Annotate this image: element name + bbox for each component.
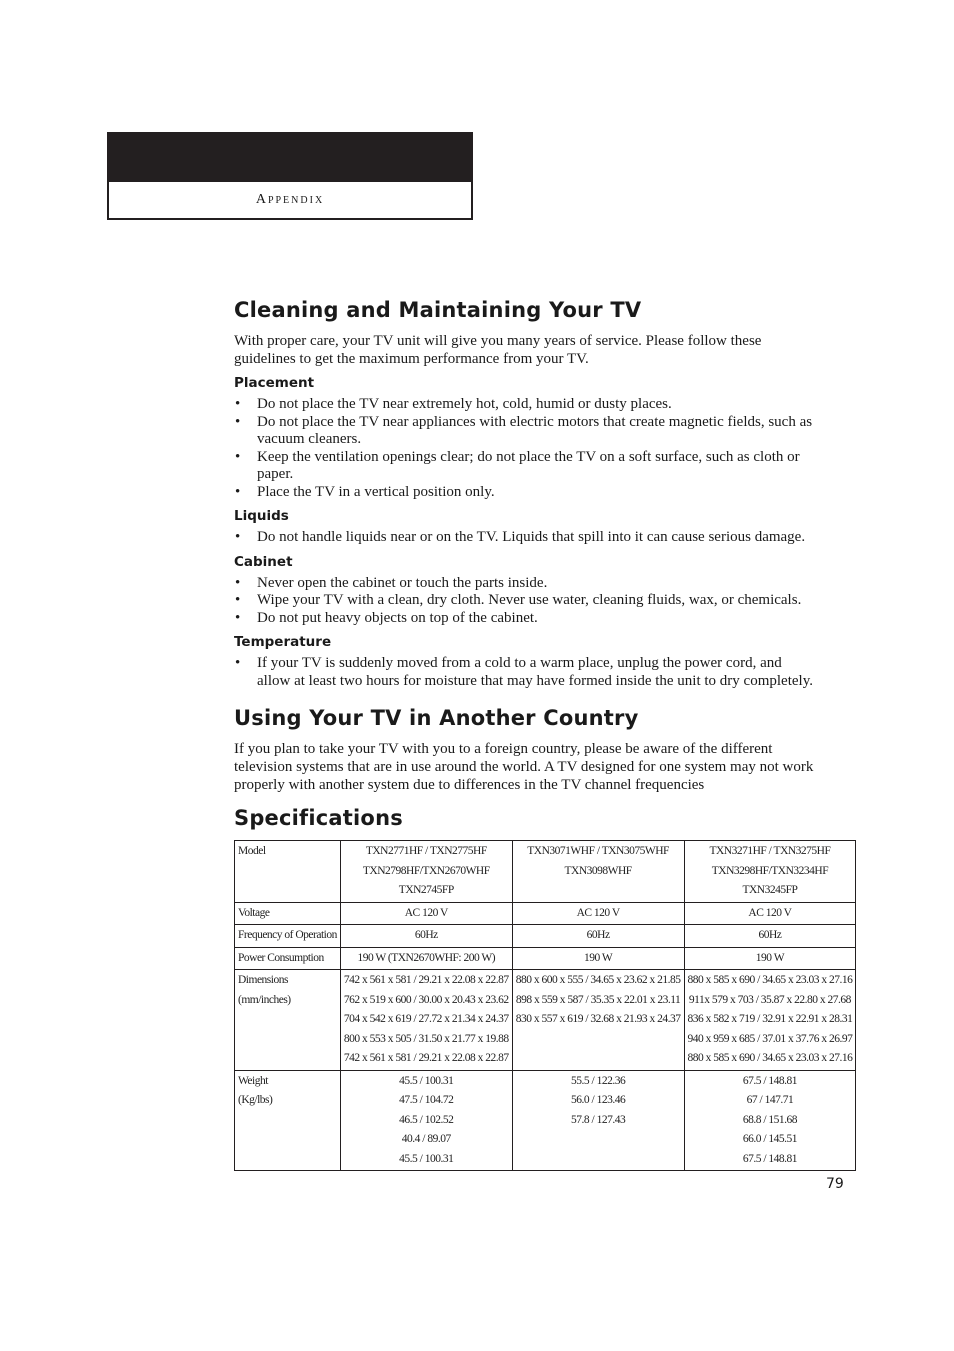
list-item: • Never open the cabinet or touch the parts inside. — [234, 575, 814, 593]
table-cell: AC 120 V — [340, 902, 512, 925]
table-cell: 60Hz — [512, 925, 684, 948]
row-label: Dimensions (mm/inches) — [235, 970, 341, 1071]
list-item: • Keep the ventilation openings clear; do not place the TV on a soft surface, such as cloth or paper. — [234, 449, 814, 484]
list-item: • Do not put heavy objects on top of the cabinet. — [234, 610, 814, 628]
cleaning-intro: With proper care, your TV unit will give you many years of service. Please follow these guidelines to get the maximum performance from your TV. — [234, 333, 762, 367]
table-cell: 55.5 / 122.36 56.0 / 123.46 57.8 / 127.43 — [512, 1070, 684, 1171]
table-row — [235, 947, 856, 970]
cleaning-title: Cleaning and Maintaining Your TV — [234, 298, 642, 322]
tab-label: Appendix — [255, 192, 325, 207]
table-cell: TXN3071WHF / TXN3075WHF TXN3098WHF — [512, 841, 684, 903]
row-label: Voltage — [235, 902, 341, 925]
row-label: Model — [235, 841, 341, 903]
temperature-list — [234, 655, 814, 690]
specs-title: Specifications — [234, 806, 403, 830]
table-row — [235, 1070, 856, 1171]
cabinet-list — [234, 575, 814, 628]
list-item: • If your TV is suddenly moved from a cold to a warm place, unplug the power cord, and allow at least two hours for moisture that may have formed inside the unit to dry completely. — [234, 655, 814, 690]
liquids-heading: Liquids — [234, 508, 289, 524]
row-label: Power Consumption — [235, 947, 341, 970]
temperature-heading: Temperature — [234, 634, 332, 650]
placement-list — [234, 396, 814, 501]
list-item: • Do not place the TV near extremely hot, cold, humid or dusty places. — [234, 396, 814, 414]
table-cell: 880 x 600 x 555 / 34.65 x 23.62 x 21.85 898 x 559 x 587 / 35.35 x 22.01 x 23.11 830 x 557 x 619 / 32.68 x 21.93 x 24.37 — [512, 970, 684, 1071]
list-item: • Do not place the TV near appliances with electric motors that create magnetic fields, such as vacuum cleaners. — [234, 414, 814, 449]
row-label: Frequency of Operation — [235, 925, 341, 948]
table-cell: 60Hz — [684, 925, 856, 948]
table-row — [235, 925, 856, 948]
page-content — [234, 296, 853, 1171]
country-body: If you plan to take your TV with you to a foreign country, please be aware of the different television systems that are in use around the world. A TV designed for one system may not work properly with another system due to differences in the TV channel frequencies — [234, 741, 814, 793]
table-cell: 190 W — [512, 947, 684, 970]
tab-label-box — [107, 182, 473, 220]
specifications-table — [234, 840, 856, 1171]
list-item: • Wipe your TV with a clean, dry cloth. Never use water, cleaning fluids, wax, or chemicals. — [234, 592, 814, 610]
placement-heading: Placement — [234, 375, 315, 391]
table-cell: 190 W (TXN2670WHF: 200 W) — [340, 947, 512, 970]
table-cell: AC 120 V — [684, 902, 856, 925]
table-cell: 190 W — [684, 947, 856, 970]
row-label: Weight (Kg/lbs) — [235, 1070, 341, 1171]
country-title: Using Your TV in Another Country — [234, 706, 639, 730]
table-cell: 60Hz — [340, 925, 512, 948]
table-row — [235, 841, 856, 903]
table-cell: TXN3271HF / TXN3275HF TXN3298HF/TXN3234HF TXN3245FP — [684, 841, 856, 903]
table-cell: 67.5 / 148.81 67 / 147.71 68.8 / 151.68 66.0 / 145.51 67.5 / 148.81 — [684, 1070, 856, 1171]
appendix-tab — [107, 132, 473, 220]
table-row — [235, 902, 856, 925]
cabinet-heading: Cabinet — [234, 553, 293, 570]
table-cell: 742 x 561 x 581 / 29.21 x 22.08 x 22.87 762 x 519 x 600 / 30.00 x 20.43 x 23.62 704 x 542 x 619 / 27.72 x 21.34 x 24.37 800 x 553 x 505 / 31.50 x 21.77 x 19.88 742 x 561 x 581 / 29.21 x 22.08 x 22.87 — [340, 970, 512, 1071]
list-item: • Place the TV in a vertical position only. — [234, 484, 814, 502]
liquids-list — [234, 529, 814, 547]
table-cell: 45.5 / 100.31 47.5 / 104.72 46.5 / 102.52 40.4 / 89.07 45.5 / 100.31 — [340, 1070, 512, 1171]
table-cell: AC 120 V — [512, 902, 684, 925]
list-item: • Do not handle liquids near or on the TV. Liquids that spill into it can cause serious damage. — [234, 529, 814, 547]
table-cell: 880 x 585 x 690 / 34.65 x 23.03 x 27.16 911x 579 x 703 / 35.87 x 22.80 x 27.68 836 x 582 x 719 / 32.91 x 22.91 x 28.31 940 x 959 x 685 / 37.01 x 37.76 x 26.97 880 x 585 x 690 / 34.65 x 23.03 x 27.16 — [684, 970, 856, 1071]
tab-black-bar — [107, 132, 473, 182]
page-number: 79 — [826, 1176, 844, 1192]
table-cell: TXN2771HF / TXN2775HF TXN2798HF/TXN2670WHF TXN2745FP — [340, 841, 512, 903]
table-row — [235, 970, 856, 1071]
